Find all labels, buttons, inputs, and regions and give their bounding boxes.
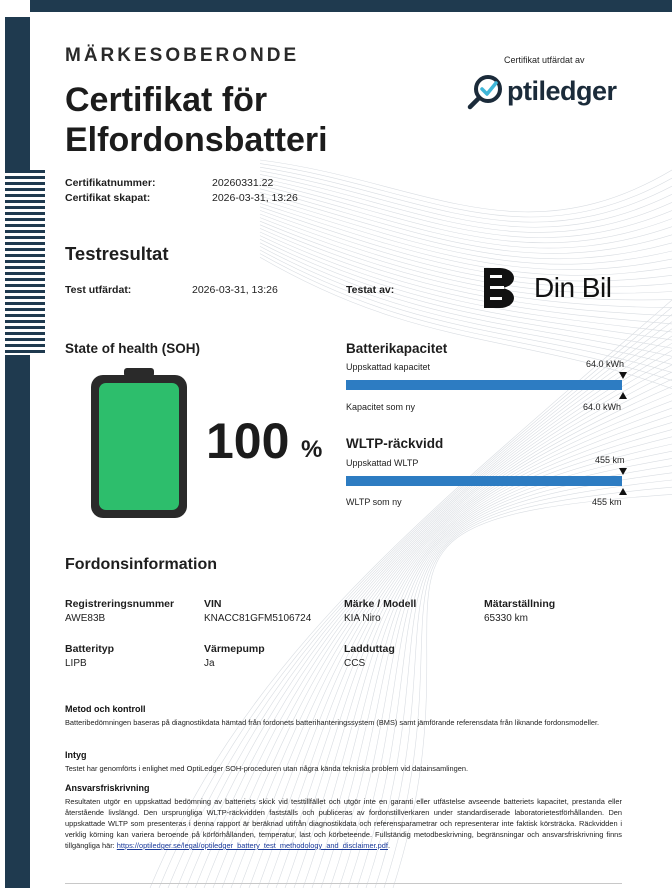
integrity-text: Testet har genomförts i enlighet med OptiLedger SOH-proceduren utan några kända tekniska problem vid datainsamlingen. bbox=[65, 764, 469, 773]
field-value: Ja bbox=[204, 658, 215, 669]
test-issued-label: Test utfärdat: bbox=[65, 284, 132, 296]
integrity-heading: Intyg bbox=[65, 750, 87, 760]
din-bil-mark-icon bbox=[482, 266, 516, 310]
tester-name: Din Bil bbox=[534, 272, 612, 303]
title-line-1: Certifikat för bbox=[65, 81, 268, 119]
brand-label: MÄRKESOBERONDE bbox=[65, 45, 300, 66]
capacity-estimated-label: Uppskattad kapacitet bbox=[346, 362, 431, 372]
field-value: 65330 km bbox=[484, 613, 528, 624]
field-value: CCS bbox=[344, 658, 366, 669]
range-bar-track bbox=[346, 476, 622, 486]
capacity-new-value: 64.0 kWh bbox=[583, 402, 622, 412]
field-value: LIPB bbox=[65, 658, 87, 669]
capacity-new-label: Kapacitet som ny bbox=[346, 402, 416, 412]
certificate-created: 2026-03-31, 13:26 bbox=[212, 192, 298, 204]
range-bar bbox=[346, 476, 622, 486]
field-label: Märke / Modell bbox=[344, 598, 417, 610]
range-new-marker bbox=[619, 488, 627, 495]
page-title bbox=[65, 80, 328, 160]
vehicle-heading: Fordonsinformation bbox=[65, 556, 217, 573]
optiledger-logo bbox=[467, 72, 617, 110]
battery-icon bbox=[89, 368, 189, 520]
field-value: KIA Niro bbox=[344, 613, 381, 624]
magnifier-check-icon bbox=[467, 72, 505, 110]
bottom-divider bbox=[65, 883, 622, 884]
field-value: KNACC81GFM5106724 bbox=[204, 613, 312, 624]
soh-value: 100 bbox=[206, 413, 290, 469]
range-estimated-value: 455 km bbox=[595, 455, 625, 465]
field-label: Registreringsnummer bbox=[65, 598, 175, 610]
din-bil-logo bbox=[482, 266, 611, 310]
capacity-heading: Batterikapacitet bbox=[346, 341, 448, 356]
field-label: VIN bbox=[204, 598, 222, 610]
range-heading: WLTP-räckvidd bbox=[346, 436, 444, 451]
tested-by-label: Testat av: bbox=[346, 284, 395, 296]
test-heading: Testresultat bbox=[65, 243, 169, 264]
logo-text: ptiledger bbox=[507, 75, 617, 106]
battery-fill bbox=[99, 383, 179, 510]
capacity-new-marker bbox=[619, 392, 627, 399]
field-label: Mätarställning bbox=[484, 598, 556, 610]
field-label: Värmepump bbox=[204, 643, 265, 655]
capacity-estimated-marker bbox=[619, 372, 627, 379]
disclaimer-end: . bbox=[387, 841, 391, 850]
capacity-bar bbox=[346, 380, 622, 390]
field-value: AWE83B bbox=[65, 613, 106, 624]
disclaimer-link[interactable]: https://optiledger.se/legal/optiledger_battery_test_methodology_and_disclaimer.pdf bbox=[116, 841, 388, 850]
soh-unit: % bbox=[301, 436, 323, 463]
certificate-number-label: Certifikatnummer: bbox=[65, 177, 156, 189]
issued-by-label: Certifikat utfärdat av bbox=[504, 55, 585, 65]
certificate-created-label: Certifikat skapat: bbox=[65, 192, 151, 204]
method-heading: Metod och kontroll bbox=[65, 704, 146, 714]
title-line-2: Elfordonsbatteri bbox=[65, 121, 328, 159]
capacity-bar-track bbox=[346, 380, 622, 390]
field-label: Ladduttag bbox=[344, 643, 395, 655]
disclaimer-heading: Ansvarsfriskrivning bbox=[65, 783, 150, 793]
range-estimated-marker bbox=[619, 468, 627, 475]
certificate-number: 20260331.22 bbox=[212, 177, 274, 189]
range-new-value: 455 km bbox=[592, 497, 622, 507]
test-issued: 2026-03-31, 13:26 bbox=[192, 284, 278, 296]
disclaimer-text: Resultaten utgör en uppskattad bedömning av batteriets skick vid testtillfället och utgör inte en garanti eller utfästelse avseende batteriets kapacitet, prestanda eller återstående livslängd. Den ursprungliga WLTP-räckvidden fastställs och publiceras av fordonstillverkaren under standardiserade laboratorietestförhållanden. Den uppskattade WLTP som presenteras i denna rapport är beräknad utifrån diagnostikdata och referensparametrar och representerar inte faktisk körsträcka. Räckvidden i verklig körning kan variera beroende på körförhållanden, temperatur, last och körbeteende. Fullständig metodbeskrivning, begränsningar och ansvarsfriskrivning finns tillgängliga här: bbox=[65, 797, 622, 850]
method-text: Batteribedömningen baseras på diagnostikdata hämtad från fordonets batterihanteringssystem (BMS) samt jämförande referensdata från liknande fordonsmodeller. bbox=[65, 718, 600, 727]
range-estimated-label: Uppskattad WLTP bbox=[346, 458, 419, 468]
disclaimer-paragraph bbox=[65, 796, 622, 851]
soh-heading: State of health (SOH) bbox=[65, 341, 201, 356]
field-label: Batterityp bbox=[65, 643, 115, 655]
capacity-estimated-value: 64.0 kWh bbox=[586, 359, 625, 369]
range-new-label: WLTP som ny bbox=[346, 497, 402, 507]
